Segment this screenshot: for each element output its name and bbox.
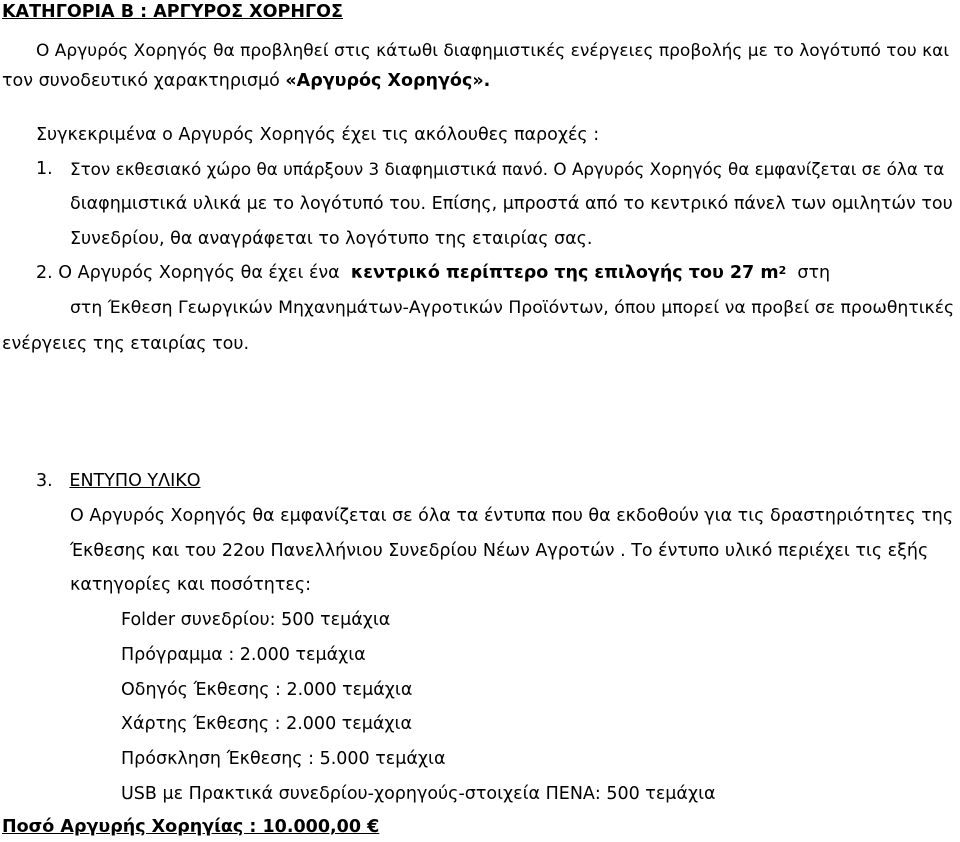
intro-line-2: [2, 69, 490, 93]
item-3-line-2: Έκθεσης και του 22ου Πανελλήνιου Συνεδρίου Νέων Αγροτών . Το έντυπο υλικό περιέχει τις εξής: [70, 541, 929, 561]
item-2-number: 2.: [36, 263, 53, 283]
item-2-line-3: ενέργειες της εταιρίας του.: [2, 334, 250, 354]
quantity-item: Πρόγραμμα : 2.000 τεμάχια: [121, 645, 366, 665]
booth-highlight: κεντρικό περίπτερο της επιλογής του 27 m: [350, 263, 779, 283]
item-2-suffix: στη: [797, 263, 831, 283]
quantity-item: Folder συνεδρίου: 500 τεμάχια: [121, 610, 391, 630]
item-3-header: [36, 469, 201, 493]
sponsorship-amount: Ποσό Αργυρής Χορηγίας : 10.000,00 €: [2, 817, 380, 837]
item-1-line-2: διαφημιστικά υλικά με το λογότυπό του. Επίσης, μπροστά από το κεντρικό πάνελ των ομιλητών του: [70, 194, 953, 214]
quantity-item: Πρόσκληση Έκθεσης : 5.000 τεμάχια: [121, 749, 446, 769]
quantity-item: Χάρτης Έκθεσης : 2.000 τεμάχια: [121, 714, 412, 734]
superscript-2: 2: [778, 264, 787, 277]
item-2-text: Ο Αργυρός Χορηγός θα έχει ένα: [58, 263, 340, 283]
section-heading: ΚΑΤΗΓΟΡΙΑ Β : ΑΡΓΥΡΟΣ ΧΟΡΗΓΟΣ: [2, 2, 343, 22]
quantity-item: USB με Πρακτικά συνεδρίου-χορηγούς-στοιχεία ΠΕΝΑ: 500 τεμάχια: [121, 784, 716, 804]
item-1-line-3: Συνεδρίου, θα αναγράφεται το λογότυπο της εταιρίας σας.: [70, 229, 593, 249]
item-3-line-1: Ο Αργυρός Χορηγός θα εμφανίζεται σε όλα τα έντυπα που θα εκδοθούν για τις δραστηριότητες της: [70, 506, 954, 526]
benefits-intro: Συγκεκριμένα ο Αργυρός Χορηγός έχει τις ακόλουθες παροχές :: [36, 125, 600, 145]
item-2-line-1: [36, 261, 830, 285]
item-1-line-1: Στον εκθεσιακό χώρο θα υπάρξουν 3 διαφημιστικά πανό. Ο Αργυρός Χορηγός θα εμφανίζεται σε όλα τα: [70, 159, 945, 179]
quantity-item: Οδηγός Έκθεσης : 2.000 τεμάχια: [121, 680, 413, 700]
item-3-title: ΕΝΤΥΠΟ ΥΛΙΚΟ: [69, 471, 201, 491]
item-1-number: 1.: [36, 159, 53, 179]
item-3-line-3: κατηγορίες και ποσότητες:: [70, 575, 312, 595]
item-3-number: 3.: [36, 471, 53, 491]
intro-line-1: [36, 39, 956, 63]
sponsor-title: «Αργυρός Χορηγός».: [285, 71, 491, 91]
intro-text-2: τον συνοδευτικό χαρακτηρισμό: [2, 71, 286, 91]
item-2-line-2: στη Έκθεση Γεωργικών Μηχανημάτων-Αγροτικών Προϊόντων, όπου μπορεί να προβεί σε προωθητικές: [70, 298, 955, 318]
intro-text-1: Ο Αργυρός Χορηγός θα προβληθεί στις κάτωθι διαφημιστικές ενέργειες προβολής με το λογότυπό του και: [36, 41, 950, 61]
